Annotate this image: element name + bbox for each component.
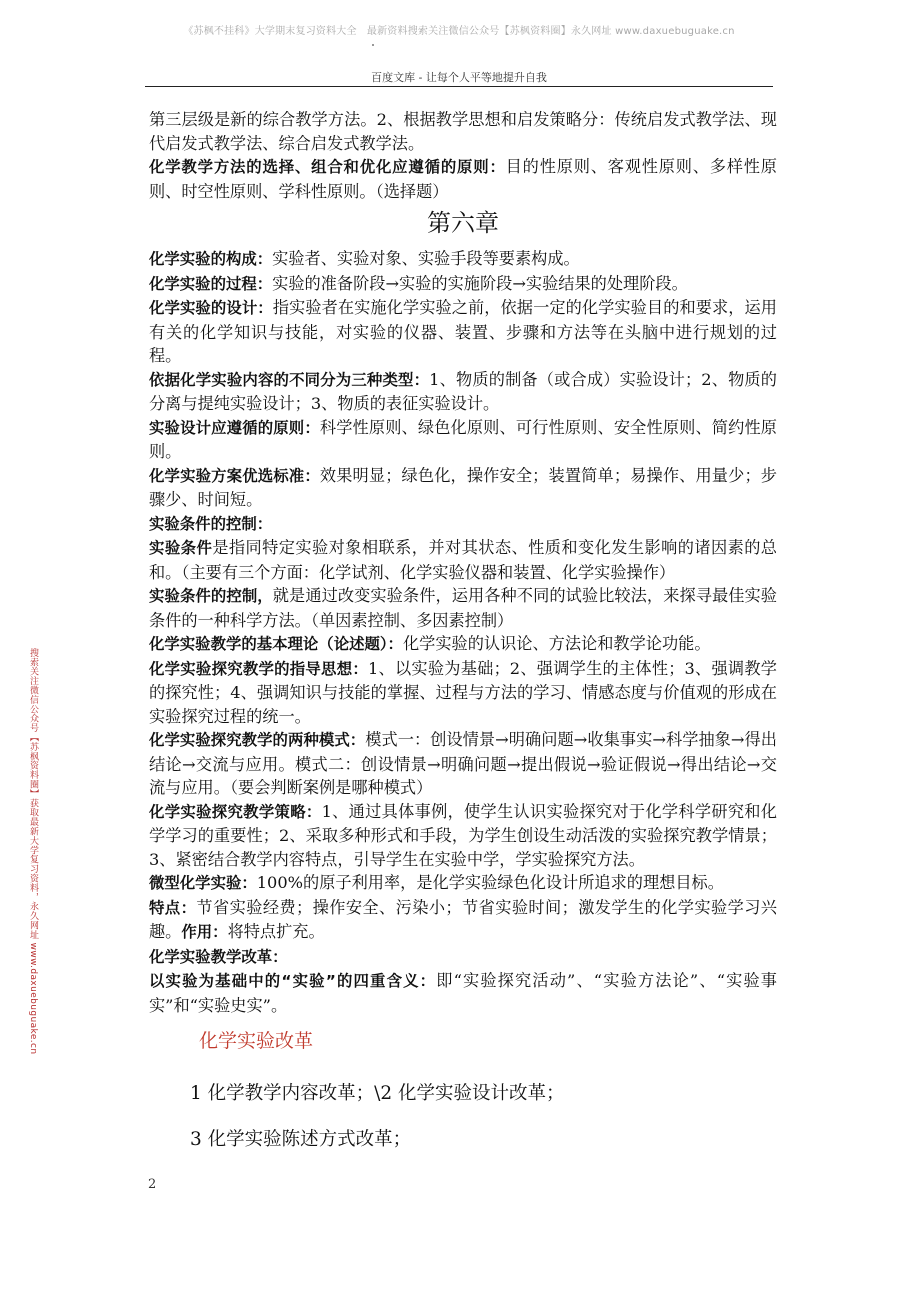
document-body [149, 108, 777, 1017]
term: 化学实验教学改革： [149, 947, 288, 966]
chapter-title: 第六章 [427, 209, 499, 237]
reform-heading: 化学实验改革 [199, 1030, 314, 1052]
paragraph: 第三层级是新的综合教学方法。2、根据教学思想和启发策略分：传统启发式教学法、现代启发式教学法、综合启发式教学法。 [149, 110, 777, 153]
term: 化学实验探究教学的两种模式： [149, 731, 366, 749]
term: 化学实验的设计： [149, 299, 273, 317]
paragraph [149, 945, 777, 970]
term: 实验条件的控制， [149, 587, 273, 605]
paragraph: 实验条件的控制，就是通过改变实验条件，运用各种不同的试验比较法，来探寻最佳实验条件的一种科学方法。（单因素控制、多因素控制） [149, 586, 777, 630]
paragraph: 实验设计应遵循的原则：科学性原则、绿色化原则、可行性原则、安全性原则、简约性原则。 [149, 417, 777, 461]
term: 实验条件的控制： [149, 514, 273, 533]
term: 实验设计应遵循的原则： [149, 418, 320, 437]
term: 化学教学方法的选择、组合和优化应遵循的原则： [149, 158, 506, 176]
reform-line: 1 化学教学内容改革；\2 化学实验设计改革； [190, 1083, 565, 1104]
term: 化学实验的过程： [149, 274, 273, 293]
paragraph: 化学实验方案优选标准：效果明显；绿色化，操作安全；装置简单；易操作、用量少；步骤少、时间短。 [149, 465, 777, 509]
paragraph: 化学实验探究教学策略：1、通过具体事例，使学生认识实验探究对于化学科学研究和化学学习的重要性；2、采取多种形式和手段，为学生创设生动活泼的实验探究教学情景；3、紧密结合教学内容特点，引导学生在实验中学，学实验探究方法。 [149, 801, 777, 869]
paragraph: 化学教学方法的选择、组合和优化应遵循的原则：目的性原则、客观性原则、多样性原则、时空性原则、学科性原则。（选择题） [149, 157, 777, 201]
page-number: 2 [148, 1177, 157, 1192]
paragraph: 化学实验探究教学的两种模式：模式一：创设情景→明确问题→收集事实→科学抽象→得出结论→交流与应用。模式二：创设情景→明确问题→提出假说→验证假说→得出结论→交流与应用。（要会判断案例是哪种模式） [149, 730, 777, 797]
paragraph [149, 512, 777, 537]
paragraph: 依据化学实验内容的不同分为三种类型：1、物质的制备（或合成）实验设计；2、物质的分离与提纯实验设计；3、物质的表征实验设计。 [149, 369, 777, 413]
document-header: 百度文库 - 让每个人平等地提升自我 [371, 71, 547, 84]
paragraph: 特点：节省实验经费；操作安全、污染小；节省实验时间；激发学生的化学实验学习兴趣。作用：将特点扩充。 [149, 897, 777, 941]
paragraph: 化学实验的设计：指实验者在实施化学实验之前，依据一定的化学实验目的和要求，运用有关的化学知识与技能，对实验的仪器、装置、步骤和方法等在头脑中进行规划的过程。 [149, 298, 777, 365]
term: 实验条件 [149, 539, 213, 557]
paragraph: 化学实验探究教学的指导思想：1、以实验为基础；2、强调学生的主体性；3、强调教学的探究性；4、强调知识与技能的掌握、过程与方法的学习、情感态度与价值观的形成在实验探究过程的统一。 [149, 658, 777, 726]
header-divider [145, 86, 773, 87]
paragraph: 化学实验教学的基本理论（论述题）：化学实验的认识论、方法论和教学论功能。 [149, 634, 711, 653]
top-watermark: 《苏枫不挂科》大学期末复习资料大全 最新资料搜索关注微信公众号【苏枫资料圈】永久网址 www.daxuebuguake.cn [183, 26, 735, 37]
header-dot [372, 44, 374, 46]
term: 化学实验的构成： [149, 250, 273, 268]
term: 化学实验教学的基本理论（论述题）： [149, 635, 403, 653]
side-watermark: 搜索关注微信公众号【苏枫资料圈】获取最新大学复习资料，永久网址 www.daxuebuguake.cn [28, 648, 38, 1055]
term: 化学实验探究教学策略： [149, 802, 322, 821]
term: 作用： [181, 923, 228, 941]
reform-line: 3 化学实验陈述方式改革； [190, 1129, 412, 1150]
term: 特点： [149, 898, 197, 917]
paragraph: 以实验为基础中的“实验”的四重含义：即“实验探究活动”、“实验方法论”、“实验事实”和“实验史实”。 [149, 971, 777, 1015]
term: 依据化学实验内容的不同分为三种类型： [149, 370, 430, 389]
paragraph: 微型化学实验：100%的原子利用率，是化学实验绿色化设计所追求的理想目标。 [149, 873, 724, 892]
paragraph: 实验条件是指同特定实验对象相联系，并对其状态、性质和变化发生影响的诸因素的总和。（主要有三个方面：化学试剂、化学实验仪器和装置、化学实验操作） [149, 538, 777, 582]
paragraph: 化学实验的过程：实验的准备阶段→实验的实施阶段→实验结果的处理阶段。 [149, 273, 688, 293]
term: 化学实验方案优选标准： [149, 466, 320, 485]
term: 以实验为基础中的“实验”的四重含义： [149, 972, 437, 990]
paragraph: 化学实验的构成：实验者、实验对象、实验手段等要素构成。 [149, 249, 580, 268]
term: 微型化学实验： [149, 874, 257, 892]
term: 化学实验探究教学的指导思想： [149, 659, 368, 678]
